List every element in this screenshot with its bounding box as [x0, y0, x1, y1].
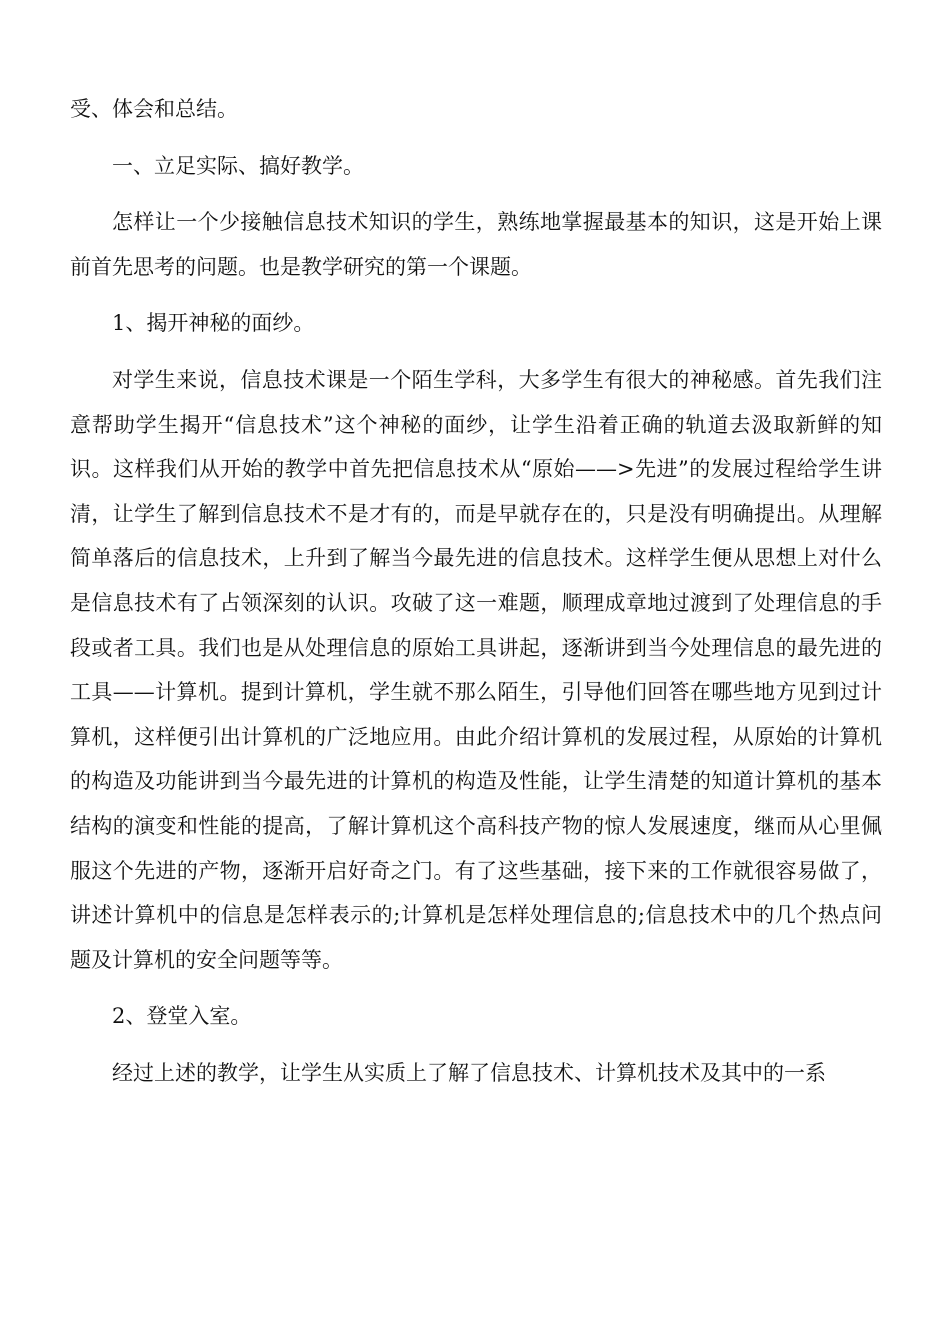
paragraph-intro: 怎样让一个少接触信息技术知识的学生，熟练地掌握最基本的知识，这是开始上课前首先思考的问题。也是教学研究的第一个课题。	[70, 210, 882, 279]
paragraph-body: 对学生来说，信息技术课是一个陌生学科，大多学生有很大的神秘感。首先我们注意帮助学生揭开“信息技术”这个神秘的面纱，让学生沿着正确的轨道去汲取新鲜的知识。这样我们从开始的教学中首先把信息技术从“原始——>先进”的发展过程给学生讲清，让学生了解到信息技术不是才有的，而是早就存在的，只是没有明确提出。从理解简单落后的信息技术，上升到了解当今最先进的信息技术。这样学生便从思想上对什么是信息技术有了占领深刻的认识。攻破了这一难题，顺理成章地过渡到了处理信息的手段或者工具。我们也是从处理信息的原始工具讲起，逐渐讲到当今处理信息的最先进的工具——计算机。提到计算机，学生就不那么陌生，引导他们回答在哪些地方见到过计算机，这样便引出计算机的广泛地应用。由此介绍计算机的发展过程，从原始的计算机的构造及功能讲到当今最先进的计算机的构造及性能，让学生清楚的知道计算机的基本结构的演变和性能的提高，了解计算机这个高科技产物的惊人发展速度，继而从心里佩服这个先进的产物，逐渐开启好奇之门。有了这些基础，接下来的工作就很容易做了，讲述计算机中的信息是怎样表示的;计算机是怎样处理信息的;信息技术中的几个热点问题及计算机的安全问题等等。	[70, 367, 882, 972]
document-page	[70, 87, 882, 1107]
subheading-2: 2、登堂入室。	[112, 1004, 252, 1029]
section-heading: 一、立足实际、搞好教学。	[112, 153, 364, 178]
subheading-1: 1、揭开神秘的面纱。	[112, 311, 315, 336]
paragraph-continuation: 受、体会和总结。	[70, 97, 238, 121]
paragraph-final: 经过上述的教学，让学生从实质上了解了信息技术、计算机技术及其中的一系	[112, 1060, 826, 1085]
